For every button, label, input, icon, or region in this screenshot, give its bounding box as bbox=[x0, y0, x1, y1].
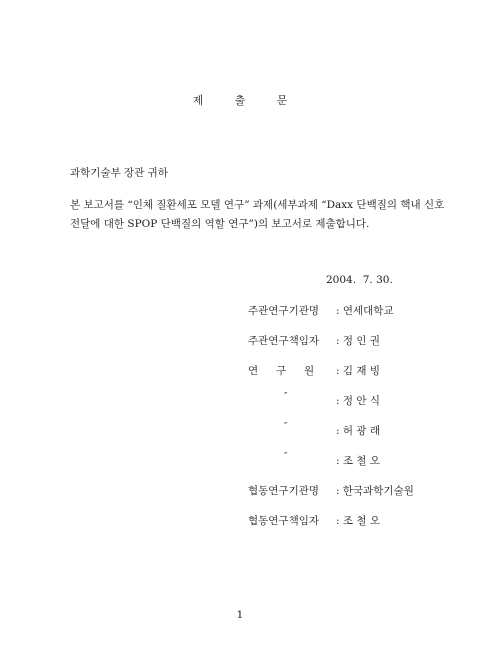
submission-statement bbox=[70, 196, 445, 234]
signatory-value: : 정 안 식 bbox=[336, 395, 380, 407]
signatory-label: 협동연구기관명 bbox=[248, 485, 320, 497]
signatory-label: 주관연구기관명 bbox=[248, 305, 320, 317]
submission-date: 2004. 7. 30. bbox=[326, 274, 393, 286]
statement-line-2: 전달에 대한 SPOP 단백질의 역할 연구”)의 보고서로 제출합니다. bbox=[70, 218, 370, 230]
signatory-value: : 김 재 빙 bbox=[336, 365, 380, 377]
page-number: 1 bbox=[236, 609, 244, 621]
ditto-mark: ″ bbox=[284, 452, 288, 462]
signatory-value: : 정 인 권 bbox=[336, 335, 380, 347]
signatory-label-part: 연 bbox=[248, 365, 259, 377]
signatory-label: 주관연구책임자 bbox=[248, 335, 320, 347]
signatory-label-part: 원 bbox=[304, 365, 315, 377]
signatory-value: : 한국과학기술원 bbox=[336, 485, 414, 497]
recipient-line: 과학기술부 장관 귀하 bbox=[70, 167, 168, 179]
signatory-value: : 조 철 오 bbox=[336, 455, 380, 467]
signatory-value: : 연세대학교 bbox=[336, 305, 394, 317]
signatory-label: 협동연구책임자 bbox=[248, 515, 320, 527]
document-title: 제 출 문 bbox=[192, 94, 302, 107]
statement-line-1: 본 보고서를 “인체 질환세포 모델 연구” 과제(세부과제 “Daxx 단백질의 핵내 신호 bbox=[70, 199, 445, 211]
signatory-label-part: 구 bbox=[276, 365, 287, 377]
signatory-value: : 조 철 오 bbox=[336, 515, 380, 527]
signatory-value: : 허 광 래 bbox=[336, 425, 380, 437]
ditto-mark: ″ bbox=[284, 422, 288, 432]
ditto-mark: ″ bbox=[284, 392, 288, 402]
